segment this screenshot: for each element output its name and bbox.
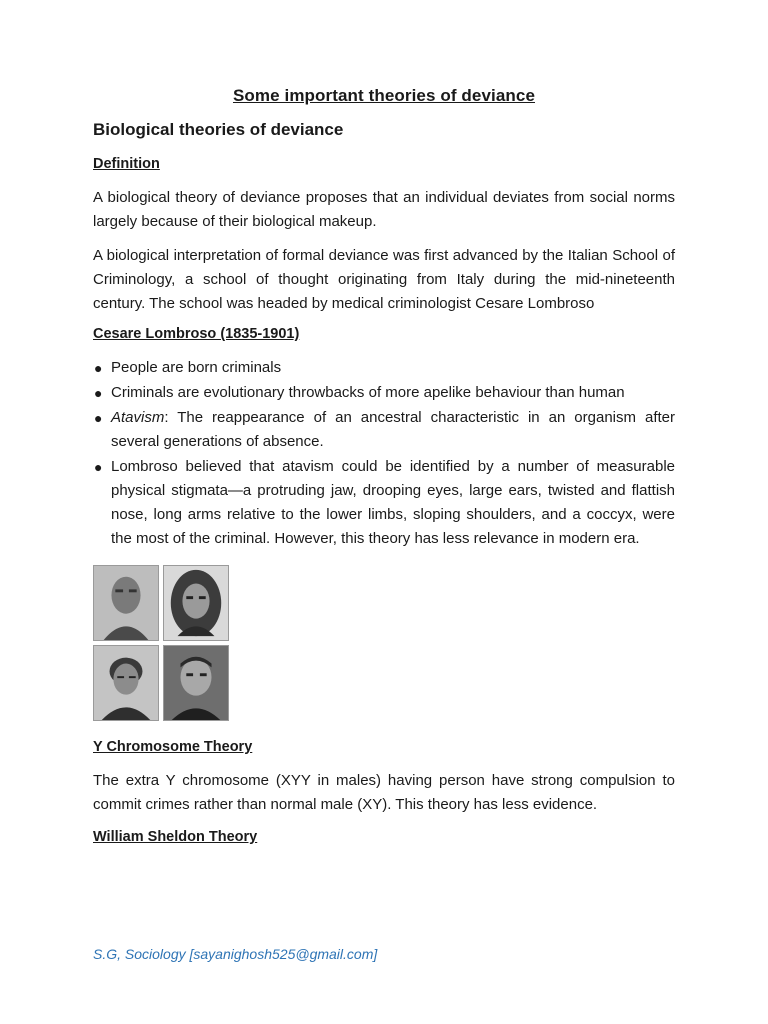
bullet-icon: ● [94,410,103,426]
document-page [93,86,675,859]
portrait-photo-icon [163,565,229,641]
page-footer: S.G, Sociology [sayanighosh525@gmail.com] [93,946,378,962]
list-item: ● Lombroso believed that atavism could be identified by a number of measurable physical stigmata—a protruding jaw, drooping eyes, large ears, twisted and flattish nose, long arms relative to the lower limbs, sloping shoulders, and a coccyx, were the most of the criminal. However, this theory has less relevance in modern era. [93,455,675,551]
bullet-icon: ● [94,360,103,376]
portrait-photo-grid [93,565,231,721]
page-title: Some important theories of deviance [232,86,535,105]
list-item: ● Criminals are evolutionary throwbacks of more apelike behaviour than human [93,381,675,405]
bullet-icon: ● [94,459,103,475]
definition-paragraph-1: A biological theory of deviance proposes that an individual deviates from social norms largely because of their biological makeup. [93,189,675,230]
sheldon-heading: William Sheldon Theory [93,829,258,845]
atavism-term: Atavism [111,409,165,426]
lombroso-heading: Cesare Lombroso (1835-1901) [93,326,300,342]
definition-heading: Definition [93,156,160,172]
list-item: ● Atavism: The reappearance of an ancestral characteristic in an organism after several generations of absence. [93,406,675,454]
y-chromosome-paragraph: The extra Y chromosome (XYY in males) having person have strong compulsion to commit crimes rather than normal male (XY). This theory has less evidence. [93,772,675,813]
portrait-photo-icon [93,645,159,721]
lombroso-bullet-list [93,356,675,551]
section-heading-biological: Biological theories of deviance [93,120,344,139]
list-item: ● People are born criminals [93,356,675,380]
portrait-photo-icon [163,645,229,721]
y-chromosome-heading: Y Chromosome Theory [93,739,253,755]
bullet-icon: ● [94,385,103,401]
portrait-photo-icon [93,565,159,641]
definition-paragraph-2: A biological interpretation of formal deviance was first advanced by the Italian School of Criminology, a school of thought originating from Italy during the mid-nineteenth century. The school was headed by medical criminologist Cesare Lombroso [93,247,675,312]
